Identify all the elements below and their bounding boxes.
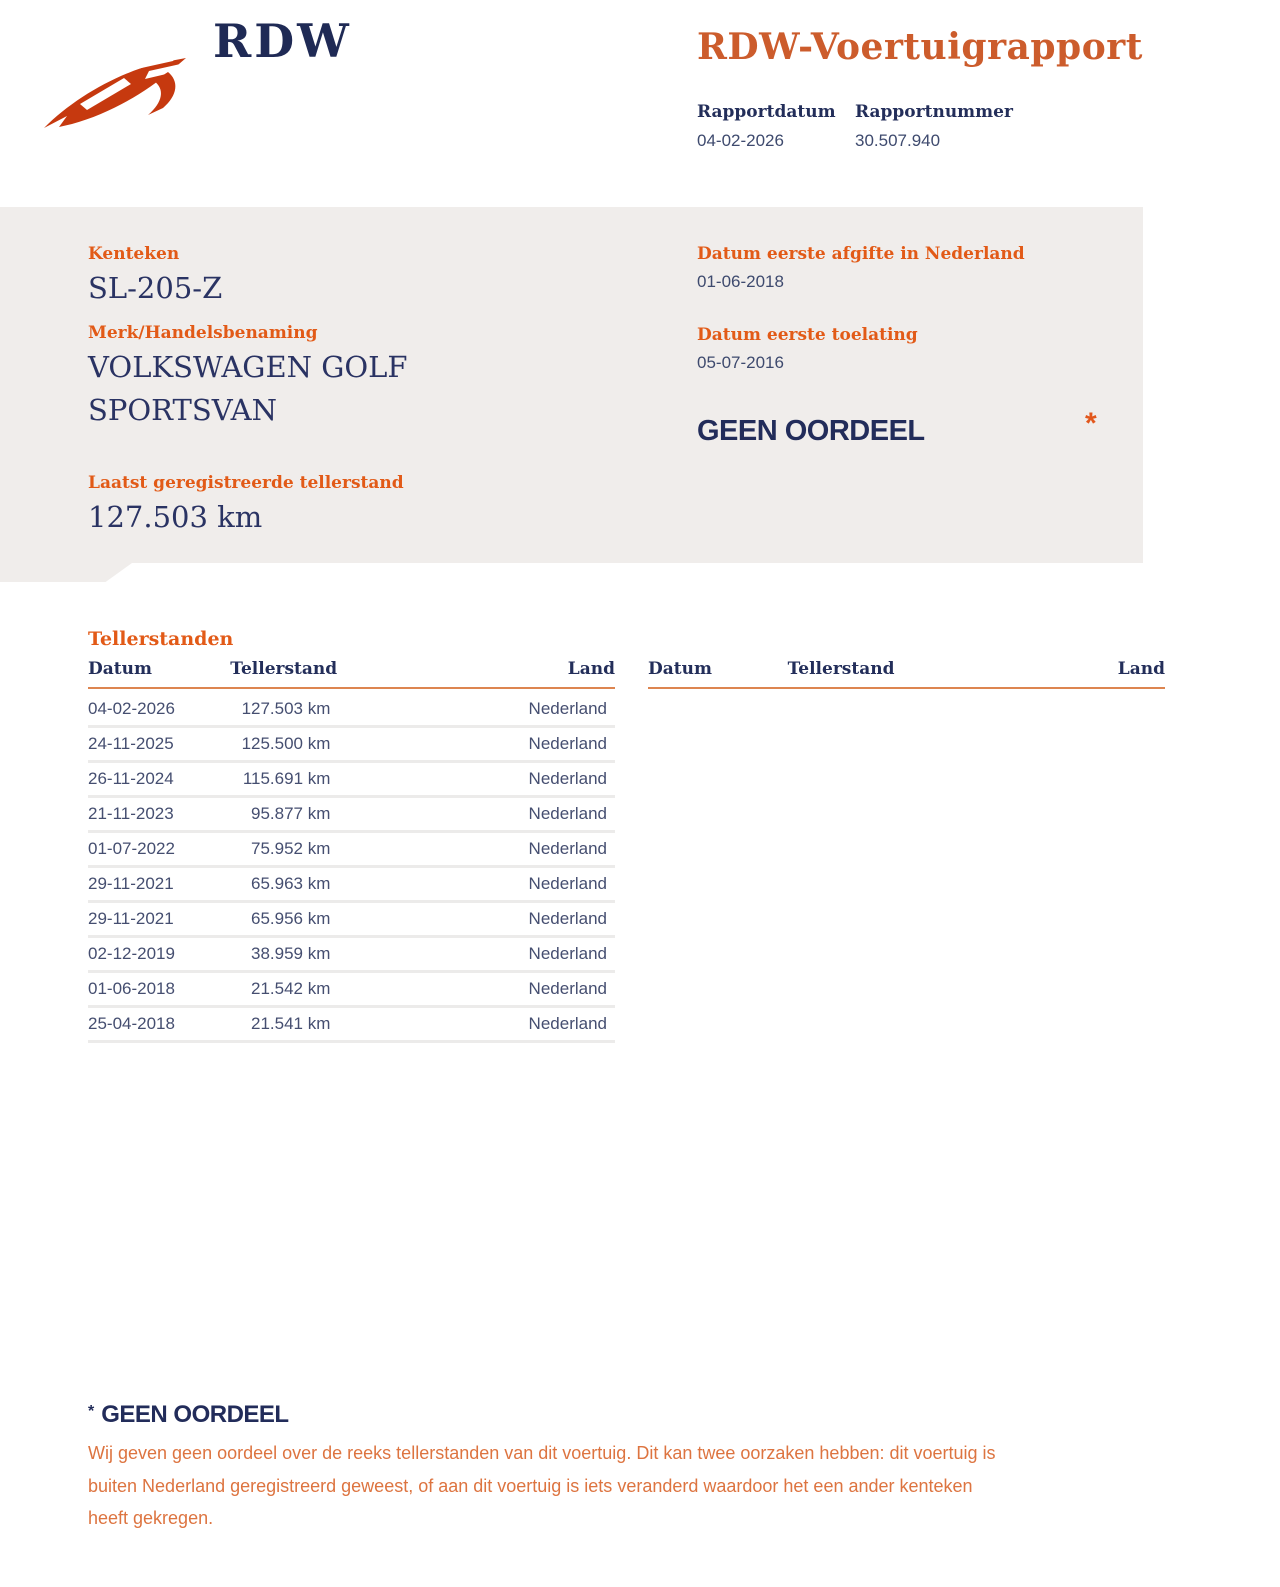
column-header-tellerstand: Tellerstand xyxy=(230,659,338,679)
footnote-heading: GEEN OORDEEL xyxy=(101,1401,289,1428)
cell-datum: 24-11-2025 xyxy=(88,734,174,753)
tellerstanden-heading: Tellerstanden xyxy=(88,628,234,650)
table-body xyxy=(88,689,615,1043)
cell-datum: 29-11-2021 xyxy=(88,909,174,928)
table-header-row xyxy=(88,659,615,689)
table-row xyxy=(88,973,615,1008)
footnote-line: Wij geven geen oordeel over de reeks tellerstanden van dit voertuig. Dit kan twee oorzaken hebben: dit voertuig is xyxy=(88,1443,996,1463)
table-row xyxy=(88,1008,615,1043)
cell-land: Nederland xyxy=(528,769,607,788)
first-admission-label: Datum eerste toelating xyxy=(697,325,918,345)
first-issue-value: 01-06-2018 xyxy=(697,272,784,291)
cell-datum: 21-11-2023 xyxy=(88,804,174,823)
mileage-value: 127.503 km xyxy=(88,500,263,534)
cell-land: Nederland xyxy=(528,734,607,753)
cell-datum: 25-04-2018 xyxy=(88,1014,175,1033)
footnote-line: buiten Nederland geregistreerd geweest, of aan dit voertuig is iets veranderd waardoor het een ander kenteken xyxy=(88,1475,973,1496)
kenteken-label: Kenteken xyxy=(88,244,180,264)
report-date-label: Rapportdatum xyxy=(697,102,836,122)
table-row xyxy=(88,938,615,973)
rdw-logo-icon xyxy=(38,38,198,136)
merk-value: VOLKSWAGEN GOLF SPORTSVAN xyxy=(88,350,408,427)
cell-datum: 01-06-2018 xyxy=(88,979,175,998)
verdict-asterisk: * xyxy=(1085,407,1097,440)
cell-land: Nederland xyxy=(528,839,607,858)
cell-datum: 04-02-2026 xyxy=(88,699,175,718)
kenteken-value: SL-205-Z xyxy=(88,271,223,305)
footnote-line: heeft gekregen. xyxy=(88,1508,214,1528)
cell-tellerstand: 65.956 km xyxy=(251,909,331,928)
mileage-label: Laatst geregistreerde tellerstand xyxy=(88,473,404,493)
column-header-land: Land xyxy=(567,659,615,679)
report-title: RDW-Voertuigrapport xyxy=(697,26,1143,68)
cell-land: Nederland xyxy=(528,979,607,998)
vehicle-summary-right-column xyxy=(697,243,1097,448)
table-row xyxy=(88,833,615,868)
odometer-table-left xyxy=(88,659,615,1043)
cell-tellerstand: 127.503 km xyxy=(241,699,331,718)
odometer-tables xyxy=(88,659,1165,1043)
report-number-value: 30.507.940 xyxy=(855,131,941,150)
cell-tellerstand: 65.963 km xyxy=(251,874,331,893)
cell-land: Nederland xyxy=(528,909,607,928)
report-number-label: Rapportnummer xyxy=(855,102,1013,122)
column-header-tellerstand: Tellerstand xyxy=(787,659,895,679)
column-header-datum: Datum xyxy=(648,659,712,679)
cell-land: Nederland xyxy=(528,1014,607,1033)
table-row xyxy=(88,798,615,833)
footnote-marker: * xyxy=(88,1403,95,1420)
cell-tellerstand: 21.542 km xyxy=(251,979,331,998)
vehicle-summary-panel xyxy=(0,207,1143,563)
cell-datum: 29-11-2021 xyxy=(88,874,174,893)
merk-label: Merk/Handelsbenaming xyxy=(88,323,318,343)
cell-land: Nederland xyxy=(528,944,607,963)
first-issue-label: Datum eerste afgifte in Nederland xyxy=(697,244,1025,264)
report-meta xyxy=(697,102,1013,151)
footnote-section xyxy=(88,1402,1088,1535)
cell-land: Nederland xyxy=(528,699,607,718)
rdw-wordmark: RDW xyxy=(213,14,352,68)
table-row xyxy=(88,868,615,903)
table-row xyxy=(88,728,615,763)
report-date-value: 04-02-2026 xyxy=(697,131,784,150)
table-header-row xyxy=(648,659,1165,689)
cell-tellerstand: 115.691 km xyxy=(242,769,331,788)
column-header-land: Land xyxy=(1117,659,1165,679)
footnote-text xyxy=(88,1437,1088,1535)
table-row xyxy=(88,903,615,938)
cell-tellerstand: 125.500 km xyxy=(241,734,331,753)
cell-land: Nederland xyxy=(528,804,607,823)
vehicle-summary-left-column xyxy=(88,243,558,539)
table-row xyxy=(88,763,615,798)
footnote-heading-row xyxy=(88,1402,1088,1428)
cell-datum: 02-12-2019 xyxy=(88,944,175,963)
cell-tellerstand: 38.959 km xyxy=(251,944,331,963)
cell-tellerstand: 21.541 km xyxy=(251,1014,331,1033)
cell-datum: 01-07-2022 xyxy=(88,839,175,858)
cell-land: Nederland xyxy=(528,874,607,893)
cell-datum: 26-11-2024 xyxy=(88,769,174,788)
first-admission-value: 05-07-2016 xyxy=(697,353,784,372)
column-header-datum: Datum xyxy=(88,659,152,679)
verdict-text: GEEN OORDEEL xyxy=(697,415,925,447)
table-row xyxy=(88,693,615,728)
odometer-table-right xyxy=(648,659,1165,1043)
cell-tellerstand: 75.952 km xyxy=(251,839,331,858)
cell-tellerstand: 95.877 km xyxy=(251,804,331,823)
